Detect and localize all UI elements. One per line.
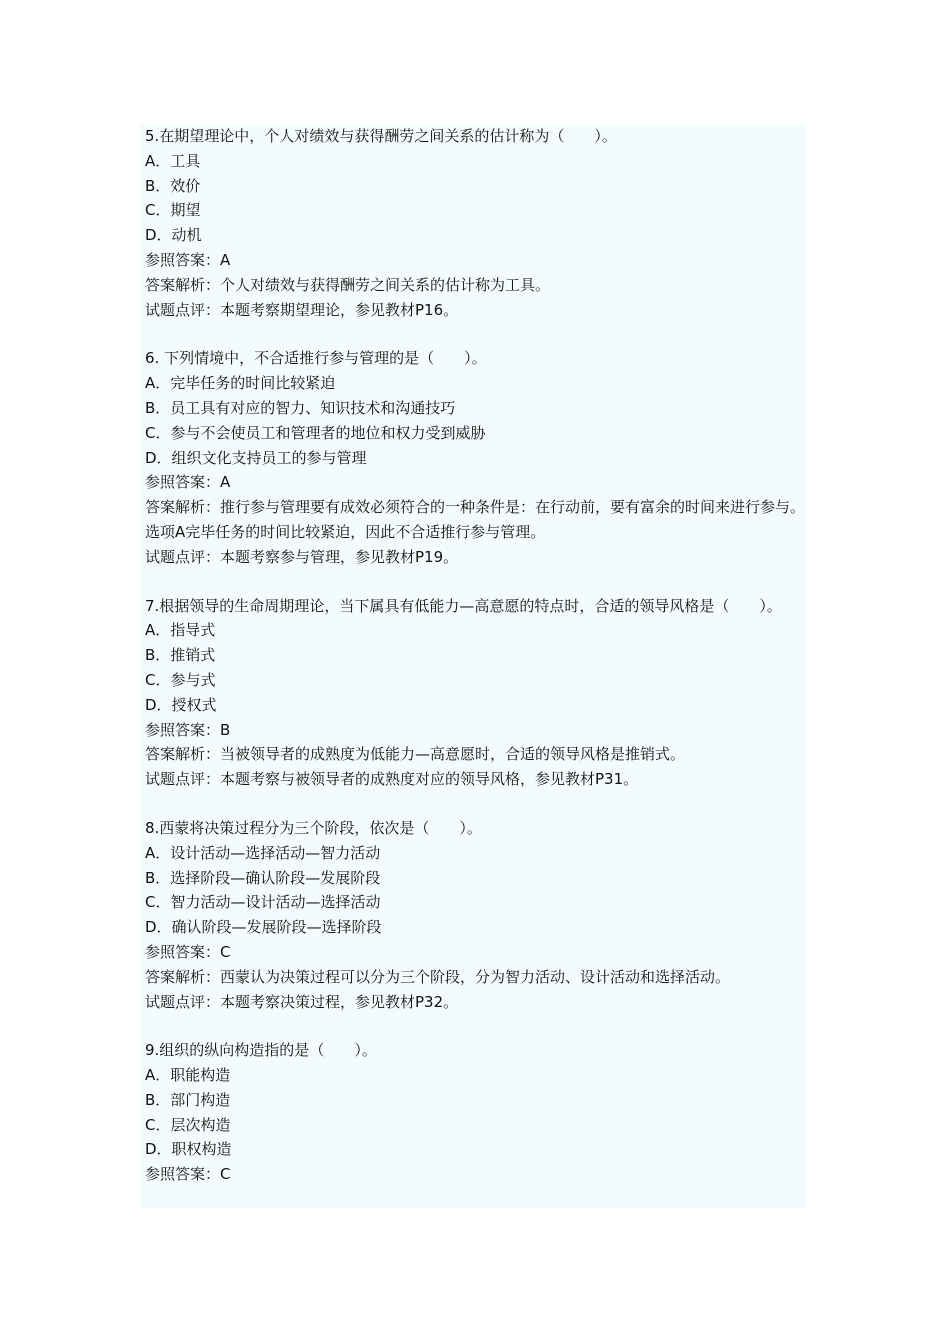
option-b: B．效价: [145, 176, 201, 195]
option-d: D．确认阶段—发展阶段—选择阶段: [145, 918, 382, 937]
question-stem: 8.西蒙将决策过程分为三个阶段，依次是（ ）。: [145, 818, 482, 837]
question-6: [145, 346, 806, 569]
option-b: B．部门构造: [145, 1090, 231, 1109]
option-a: A．指导式: [145, 621, 216, 640]
question-7: [145, 594, 806, 792]
option-c: C．智力活动—设计活动—选择活动: [145, 893, 381, 912]
question-comment: 试题点评：本题考察决策过程，参见教材P32。: [145, 992, 459, 1011]
answer-analysis: 答案解析：推行参与管理要有成效必须符合的一种条件是：在行动前，要有富余的时间来进行参与。选项A完毕任务的时间比较紧迫，因此不合适推行参与管理。: [145, 498, 806, 541]
option-a: A．工具: [145, 151, 201, 170]
reference-answer: 参照答案：A: [145, 473, 231, 492]
question-5: [145, 124, 806, 322]
option-c: C．期望: [145, 201, 201, 220]
question-8: [145, 816, 806, 1014]
option-b: B．选择阶段—确认阶段—发展阶段: [145, 868, 381, 887]
question-comment: 试题点评：本题考察参与管理，参见教材P19。: [145, 547, 459, 566]
question-comment: 试题点评：本题考察与被领导者的成熟度对应的领导风格，参见教材P31。: [145, 770, 639, 789]
option-d: D．职权构造: [145, 1140, 232, 1159]
question-stem: 5.在期望理论中，个人对绩效与获得酬劳之间关系的估计称为（ ）。: [145, 127, 617, 145]
option-c: C．层次构造: [145, 1115, 231, 1134]
question-list: [140, 124, 806, 1208]
option-c: C．参与不会使员工和管理者的地位和权力受到威胁: [145, 423, 486, 442]
option-b: B．推销式: [145, 646, 216, 665]
option-a: A．设计活动—选择活动—智力活动: [145, 843, 381, 862]
option-d: D．组织文化支持员工的参与管理: [145, 448, 367, 467]
question-stem: 9.组织的纵向构造指的是（ ）。: [145, 1041, 377, 1060]
option-b: B．员工具有对应的智力、知识技术和沟通技巧: [145, 398, 456, 417]
reference-answer: 参照答案：A: [145, 250, 231, 269]
question-stem: 7.根据领导的生命周期理论，当下属具有低能力—高意愿的特点时，合适的领导风格是（ ）。: [145, 596, 782, 615]
question-comment: 试题点评：本题考察期望理论，参见教材P16。: [145, 300, 459, 319]
option-d: D．动机: [145, 226, 202, 245]
question-9: [145, 1038, 806, 1187]
question-stem: 6. 下列情境中，不合适推行参与管理的是（ ）。: [145, 349, 487, 368]
answer-analysis: 答案解析：西蒙认为决策过程可以分为三个阶段，分为智力活动、设计活动和选择活动。: [145, 967, 731, 986]
reference-answer: 参照答案：C: [145, 942, 231, 961]
option-c: C．参与式: [145, 670, 216, 689]
reference-answer: 参照答案：B: [145, 720, 231, 739]
option-a: A．完毕任务的时间比较紧迫: [145, 374, 336, 393]
answer-analysis: 答案解析：当被领导者的成熟度为低能力—高意愿时，合适的领导风格是推销式。: [145, 745, 686, 764]
option-a: A．职能构造: [145, 1066, 231, 1085]
answer-analysis: 答案解析：个人对绩效与获得酬劳之间关系的估计称为工具。: [145, 275, 551, 294]
option-d: D．授权式: [145, 695, 217, 714]
reference-answer: 参照答案：C: [145, 1165, 231, 1184]
